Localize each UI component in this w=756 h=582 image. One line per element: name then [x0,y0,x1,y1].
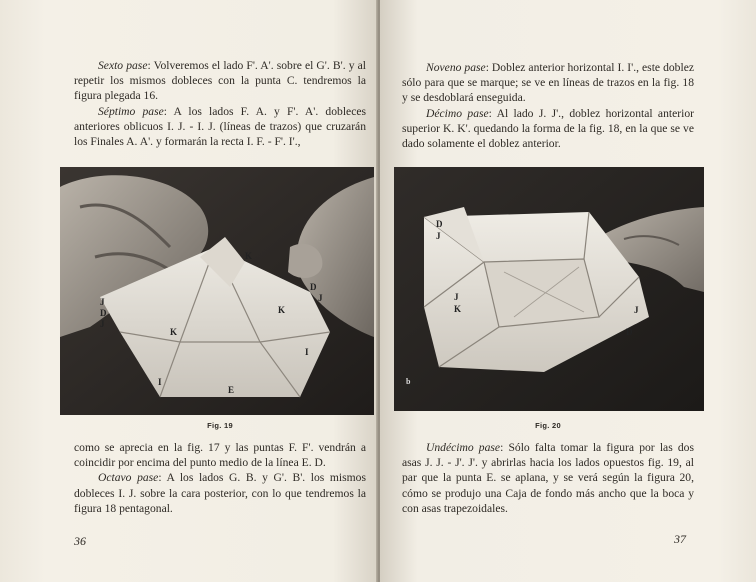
label-i: I [305,347,309,357]
step-text: : Sólo falta tomar la figura por las dos asas J. J. - J'. J'. y abrirlas hacia los lados opuestos fig. 19, al par que la punta E. se aplana, y se verá según la figura 20, cómo se produjo una Caja de fondo más ancho que la boca y con asas trapezoidales. [402,441,694,515]
label-d: D [626,327,633,337]
figure-19-caption: Fig. 19 [207,421,233,430]
figure-20-photo [394,167,704,411]
step-text: : Al lado J. J'., doblez horizontal anterior superior K. K'. quedando la forma de la fig. 18, en la que se ve dado solamente el doblez anterior. [402,106,694,151]
paragraph-octavo-pase [74,470,366,516]
label-j: J [318,293,323,303]
paragraph-continuation: como se aprecia en la fig. 17 y las puntas F. F'. vendrán a coincidir por encima del punto medio de la línea E. D. [74,441,366,470]
left-bottom-text [74,440,366,516]
label-j: J [100,297,105,307]
step-text: : Volveremos el lado F'. A'. sobre el G'. B'. y al repetir los mismos dobleces con la punta C. tendremos la figura plegada 16. [74,59,366,103]
figure-20-illustration [394,167,704,411]
label-i: I [158,377,162,387]
figure-20-caption: Fig. 20 [535,421,561,430]
label-j: J [436,231,441,241]
label-k: K [170,327,178,337]
label-k: K [245,251,253,261]
step-text: : Doblez anterior horizontal I. I'., este doblez sólo para que se marque; se ve en líneas de trazos en la fig. 18 y se desdoblará enseguida. [402,61,694,105]
step-label: Décimo pase [426,106,489,120]
right-top-text [402,60,694,151]
step-label: Undécimo pase [426,441,501,454]
label-d: D [310,282,317,292]
paragraph-decimo-pase [402,106,694,152]
label-k: K [454,304,462,314]
page-number-right: 37 [674,532,686,546]
step-label: Sexto pase [98,59,148,72]
label-j: J [634,305,639,315]
label-k: K [278,305,286,315]
figure-19-photo [60,167,374,415]
step-label: Séptimo pase [98,104,164,118]
label-j: J [454,292,459,302]
step-text: : A los lados F. A. y F'. A'. dobleces anteriores oblicuos I. J. - I. J. (líneas de trazos) que cruzarán los Finales A. A'. y formarán la recta I. F. - F'. I'., [74,104,366,149]
label-d: D [436,219,443,229]
step-label: Octavo pase [98,471,159,485]
paragraph-undecimo-pase [402,440,694,516]
label-j: J [100,319,105,329]
label-b: b [406,377,411,386]
label-e: E [228,385,235,395]
paragraph-septimo-pase [74,104,366,150]
step-label: Noveno pase [426,61,486,74]
step-text: : A los lados G. B. y G'. B'. los mismos dobleces I. J. sobre la cara posterior, con lo que tendremos la figura 18 pentagonal. [74,471,366,515]
right-bottom-text [402,440,694,516]
page-number-left: 36 [74,534,86,548]
paragraph-noveno-pase [402,60,694,106]
right-page [380,0,756,582]
figure-19-illustration [60,167,374,415]
paragraph-sexto-pase [74,58,366,104]
left-top-text [74,58,366,149]
label-d: D [100,308,107,318]
